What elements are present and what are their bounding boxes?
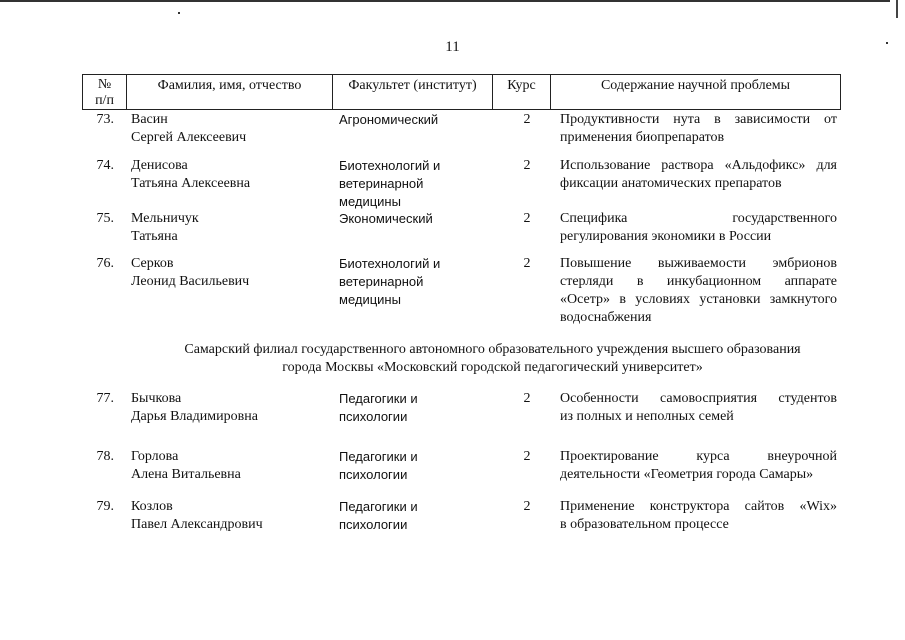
research-topic — [560, 111, 837, 147]
faculty — [339, 255, 499, 309]
table-header — [82, 74, 841, 110]
faculty — [339, 111, 499, 129]
student-surname: Козлов — [131, 499, 173, 514]
topic-line: Повышение выживаемости эмбрионов — [560, 256, 837, 271]
scan-speck — [178, 12, 180, 14]
faculty-line: Педагогики и — [339, 449, 418, 464]
faculty-line: Биотехнологий и — [339, 158, 441, 173]
faculty-line: психологии — [339, 467, 408, 482]
topic-line: из полных и неполных семей — [560, 409, 734, 424]
topic-line: стерляди в инкубационном аппарате — [560, 274, 837, 289]
row-number: 75. — [96, 211, 114, 226]
scan-edge-mark — [896, 0, 898, 18]
course: 2 — [523, 256, 531, 271]
student-given-names: Алена Витальевна — [131, 467, 241, 482]
student-given-names: Татьяна Алексеевна — [131, 176, 251, 191]
topic-line: водоснабжения — [560, 310, 652, 325]
topic-line: Продуктивности нута в зависимости от — [560, 112, 837, 127]
header-num — [83, 75, 127, 109]
course: 2 — [523, 112, 531, 127]
student-given-names: Павел Александрович — [131, 517, 263, 532]
course: 2 — [523, 449, 531, 464]
faculty-line: ветеринарной — [339, 176, 424, 191]
row-number: 76. — [96, 256, 114, 271]
research-topic — [560, 498, 837, 534]
topic-line: Проектирование курса внеурочной — [560, 449, 837, 464]
student-name — [131, 448, 331, 484]
faculty — [339, 390, 499, 426]
topic-line: Особенности самовосприятия студентов — [560, 391, 837, 406]
student-given-names: Леонид Васильевич — [131, 274, 250, 289]
header-course: Курс — [493, 75, 551, 109]
faculty-line: ветеринарной — [339, 274, 424, 289]
row-number: 78. — [96, 449, 114, 464]
header-faculty: Факультет (институт) — [333, 75, 493, 109]
faculty-line: психологии — [339, 409, 408, 424]
topic-line: фиксации анатомических препаратов — [560, 176, 782, 191]
header-name: Фамилия, имя, отчество — [127, 75, 333, 109]
topic-line: регулирования экономики в России — [560, 229, 772, 244]
faculty — [339, 157, 499, 211]
research-topic — [560, 157, 837, 193]
student-name — [131, 111, 331, 147]
row-number: 73. — [96, 112, 114, 127]
faculty-line: медицины — [339, 292, 401, 307]
student-surname: Бычкова — [131, 391, 182, 406]
faculty-line: Агрономический — [339, 112, 439, 127]
page-number: 11 — [445, 39, 460, 55]
student-given-names: Дарья Владимировна — [131, 409, 258, 424]
topic-line: Применение конструктора сайтов «Wix» — [560, 499, 837, 514]
header-num-sub-label: п/п — [95, 93, 114, 108]
row-number: 74. — [96, 158, 114, 173]
section-heading-line: города Москвы «Московский городской педагогический университет» — [282, 360, 703, 375]
course: 2 — [523, 158, 531, 173]
research-topic — [560, 210, 837, 246]
faculty-line: Экономический — [339, 211, 433, 226]
student-name — [131, 157, 331, 193]
student-name — [131, 255, 331, 291]
topic-line: деятельности «Геометрия города Самары» — [560, 467, 814, 482]
section-heading-line: Самарский филиал государственного автономного образовательного учреждения высшего образования — [184, 342, 801, 357]
student-surname: Васин — [131, 112, 168, 127]
student-surname: Мельничук — [131, 211, 199, 226]
course: 2 — [523, 499, 531, 514]
research-topic — [560, 255, 837, 327]
header-num-label: № — [97, 77, 112, 92]
faculty-line: психологии — [339, 517, 408, 532]
faculty-line: Педагогики и — [339, 499, 418, 514]
row-number: 77. — [96, 391, 114, 406]
course: 2 — [523, 391, 531, 406]
section-heading — [140, 341, 845, 377]
student-surname: Горлова — [131, 449, 179, 464]
research-topic — [560, 390, 837, 426]
topic-line: в образовательном процессе — [560, 517, 729, 532]
student-name — [131, 210, 331, 246]
research-topic — [560, 448, 837, 484]
faculty-line: Биотехнологий и — [339, 256, 441, 271]
faculty — [339, 210, 499, 228]
faculty — [339, 448, 499, 484]
student-surname: Серков — [131, 256, 174, 271]
topic-line: Специфика государственного — [560, 211, 837, 226]
faculty-line: Педагогики и — [339, 391, 418, 406]
header-topic: Содержание научной проблемы — [600, 78, 791, 93]
scan-edge-line — [0, 0, 890, 2]
topic-line: Использование раствора «Альдофикс» для — [560, 158, 837, 173]
topic-line: «Осетр» в условиях установки замкнутого — [560, 292, 837, 307]
student-name — [131, 390, 331, 426]
row-number: 79. — [96, 499, 114, 514]
student-surname: Денисова — [131, 158, 188, 173]
student-name — [131, 498, 331, 534]
student-given-names: Татьяна — [131, 229, 178, 244]
faculty-line: медицины — [339, 194, 401, 209]
course: 2 — [523, 211, 531, 226]
faculty — [339, 498, 499, 534]
student-given-names: Сергей Алексеевич — [131, 130, 247, 145]
topic-line: применения биопрепаратов — [560, 130, 725, 145]
